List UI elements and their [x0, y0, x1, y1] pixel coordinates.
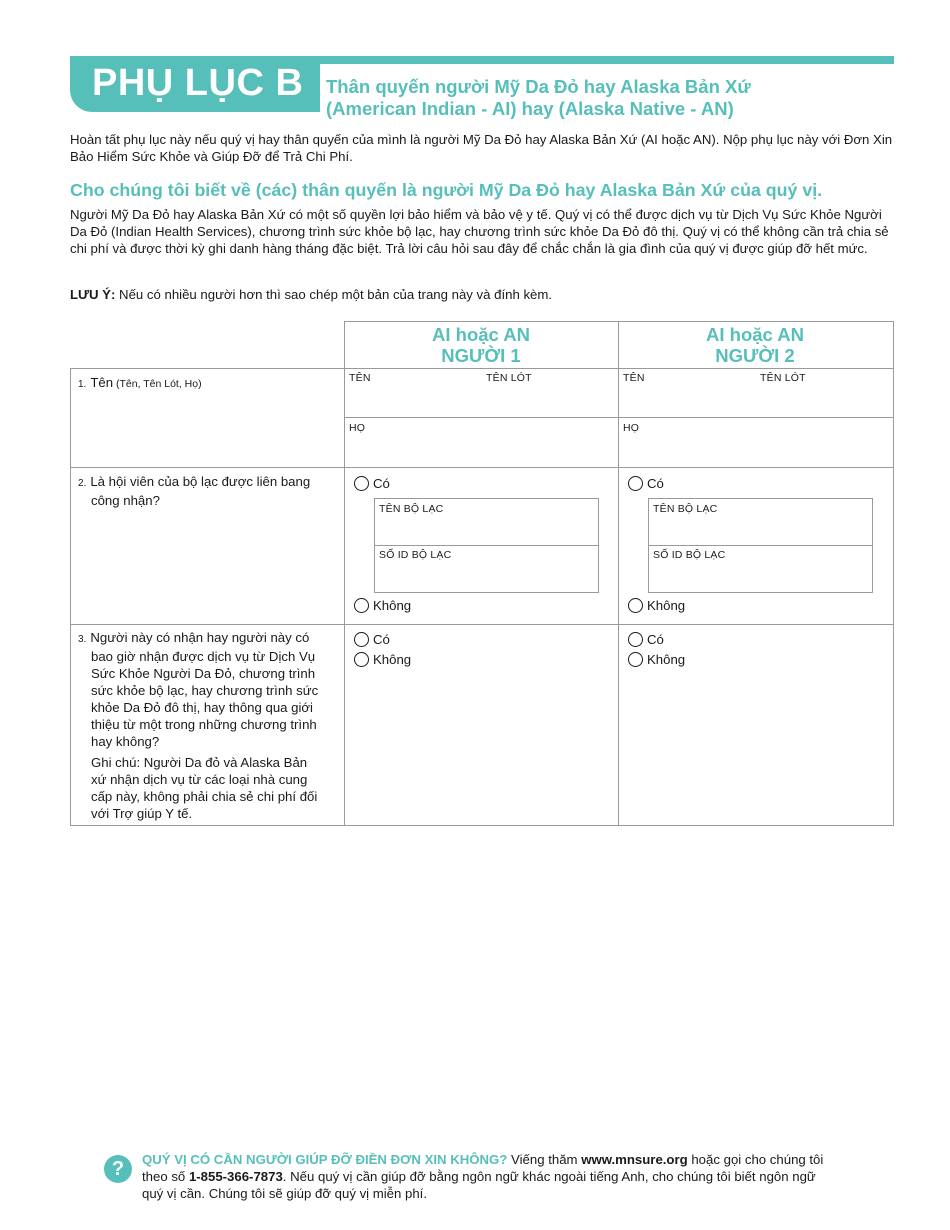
- p1-q3-yes-option[interactable]: [354, 632, 390, 647]
- person2-header: [618, 324, 892, 366]
- help-text: [142, 1151, 832, 1202]
- p1-tribe-id-label: SỐ ID BỘ LẠC: [379, 549, 452, 561]
- p1-q3-no-radio[interactable]: [354, 652, 369, 667]
- p2-first-name-label: TÊN: [623, 372, 645, 384]
- p1-q2-no-radio[interactable]: [354, 598, 369, 613]
- q2-text: [78, 473, 342, 509]
- q3-line-5: thiệu từ một trong những chương trình: [91, 717, 317, 732]
- p1-q2-yes-radio[interactable]: [354, 476, 369, 491]
- p1-tribe-divider: [374, 545, 599, 546]
- q3-line-3: sức khỏe bộ lạc, hay chương trình sức: [91, 683, 319, 698]
- p1-last-name-field[interactable]: [346, 433, 616, 467]
- q3-line-4: khỏe Da Đỏ đô thị, hay thông qua giới: [91, 700, 313, 715]
- p1-tribe-id-field[interactable]: [375, 559, 598, 592]
- page-title: [326, 76, 886, 120]
- q3-text: [78, 629, 344, 822]
- p2-q3-no-radio[interactable]: [628, 652, 643, 667]
- p1-q3-no-option[interactable]: [354, 652, 411, 667]
- p2-tribe-id-label: SỐ ID BỘ LẠC: [653, 549, 726, 561]
- ai-an-form-table: [70, 321, 894, 826]
- help-text-2: hoặc gọi cho chúng tôi theo số: [142, 1152, 824, 1184]
- p1-q2-no-option[interactable]: [354, 598, 411, 613]
- p1-q3-yes-radio[interactable]: [354, 632, 369, 647]
- p2-last-name-field[interactable]: [620, 433, 892, 467]
- q1-divider: [344, 417, 894, 418]
- q3-line-1: bao giờ nhận được dịch vụ từ Dịch Vụ: [91, 649, 316, 664]
- person1-header: [344, 324, 618, 366]
- note-label: LƯU Ý:: [70, 287, 116, 302]
- p2-q3-no-option[interactable]: [628, 652, 685, 667]
- q3-line-0: [78, 629, 344, 648]
- p2-middle-name-label: TÊN LÓT: [760, 372, 806, 384]
- page-title-line2: (American Indian - AI) hay (Alaska Native - AN): [326, 98, 734, 119]
- p2-q2-no-label: Không: [647, 598, 686, 613]
- q3-note-line-3: với Trợ giúp Y tế.: [91, 806, 193, 821]
- p2-q3-no-label: Không: [647, 652, 686, 667]
- help-phone[interactable]: 1-855-366-7873: [188, 1169, 283, 1184]
- q3-note-line-1: xứ nhận dịch vụ từ các loại nhà cung: [91, 772, 308, 787]
- q2-line2: công nhận?: [91, 493, 160, 508]
- section-body: Người Mỹ Da Đỏ hay Alaska Bản Xứ có một số quyền lợi bảo hiểm và bảo vệ y tế. Quý vị có thể được dịch vụ từ Dịch Vụ Sức Khỏe Người Da Đỏ (Indian Health Services), chương trình sức khỏe bộ lạc, hay chương trình sức khỏe Da Đỏ đô thị. Quý vị có thể không cần trả chia sẻ chi phí và được thời kỳ ghi danh hàng tháng đặc biệt. Trả lời câu hỏi sau đây để chắc chắn là gia đình của quý vị được giúp đỡ hết mức.: [70, 207, 889, 256]
- q1-text: [78, 374, 338, 393]
- help-text-3: . Nếu quý vị cần giúp đỡ bằng ngôn ngữ khác ngoài tiếng Anh, cho chúng tôi biết ngôn ngữ quý vị cần. Chúng tôi sẽ giúp đỡ quý vị miễn phí.: [142, 1169, 816, 1201]
- q3-note-line-0: Ghi chú: Người Da đỏ và Alaska Bản: [91, 755, 308, 770]
- p2-tribe-name-field[interactable]: [649, 513, 872, 544]
- note: [70, 287, 896, 302]
- appendix-title: PHỤ LỤC B: [92, 62, 304, 104]
- p2-last-name-label: HỌ: [623, 422, 640, 434]
- p2-tribe-id-field[interactable]: [649, 559, 872, 592]
- q3-number: 3.: [78, 634, 87, 645]
- q2-number: 2.: [78, 478, 87, 489]
- p2-q2-yes-radio[interactable]: [628, 476, 643, 491]
- p1-q2-no-label: Không: [373, 598, 412, 613]
- q2-line1-text: Là hội viên của bộ lạc được liên bang: [90, 474, 311, 489]
- q1-hint: (Tên, Tên Lót, Họ): [113, 378, 202, 390]
- person2-header-line1: AI hoặc AN: [706, 324, 804, 345]
- p1-first-middle-name-field[interactable]: [346, 383, 616, 416]
- q1-label: Tên: [90, 375, 114, 390]
- p1-q3-yes-label: Có: [373, 632, 390, 647]
- p2-q2-yes-option[interactable]: [628, 476, 664, 491]
- p2-tribe-name-label: TÊN BỘ LẠC: [653, 503, 718, 515]
- p1-last-name-label: HỌ: [349, 422, 366, 434]
- q3-line-2: Sức Khỏe Người Da Đỏ, chương trình: [91, 666, 316, 681]
- note-text: Nếu có nhiều người hơn thì sao chép một bản của trang này và đính kèm.: [115, 287, 553, 302]
- p2-q3-yes-option[interactable]: [628, 632, 664, 647]
- p2-q2-no-radio[interactable]: [628, 598, 643, 613]
- person2-header-line2: NGƯỜI 2: [715, 345, 795, 366]
- section-heading: Cho chúng tôi biết về (các) thân quyến là người Mỹ Da Đỏ hay Alaska Bản Xứ của quý vị.: [70, 180, 823, 200]
- page-title-line1: Thân quyến người Mỹ Da Đỏ hay Alaska Bản Xứ: [326, 76, 751, 97]
- p1-q2-yes-option[interactable]: [354, 476, 390, 491]
- q1-number: 1.: [78, 379, 87, 390]
- p2-q3-yes-radio[interactable]: [628, 632, 643, 647]
- intro-text: Hoàn tất phụ lục này nếu quý vị hay thân quyến của mình là người Mỹ Da Đỏ hay Alaska Bản Xứ (AI hoặc AN). Nộp phụ lục này với Đơn Xin Bảo Hiểm Sức Khỏe và Giúp Đỡ để Trả Chi Phí.: [70, 132, 893, 164]
- help-website[interactable]: www.mnsure.org: [581, 1152, 688, 1167]
- p1-tribe-name-label: TÊN BỘ LẠC: [379, 503, 444, 515]
- person1-header-line2: NGƯỜI 1: [441, 345, 521, 366]
- p1-tribe-name-field[interactable]: [375, 513, 598, 544]
- p2-q2-yes-label: Có: [647, 476, 664, 491]
- p2-q3-yes-label: Có: [647, 632, 664, 647]
- q3-line-0-text: Người này có nhận hay người này có: [90, 630, 310, 645]
- p2-first-middle-name-field[interactable]: [620, 383, 892, 416]
- p2-q2-no-option[interactable]: [628, 598, 685, 613]
- help-question: QUÝ VỊ CÓ CẦN NGƯỜI GIÚP ĐỠ ĐIỀN ĐƠN XIN KHÔNG?: [142, 1152, 508, 1167]
- p1-q2-yes-label: Có: [373, 476, 390, 491]
- p1-middle-name-label: TÊN LÓT: [486, 372, 532, 384]
- help-text-1: Viếng thăm: [507, 1152, 582, 1167]
- question-icon: ?: [104, 1155, 132, 1183]
- p1-first-name-label: TÊN: [349, 372, 371, 384]
- q3-note-line-2: cấp này, không phải chia sẻ chi phí đối: [91, 789, 318, 804]
- q3-line-6: hay không?: [91, 734, 160, 749]
- p1-q3-no-label: Không: [373, 652, 412, 667]
- person1-header-line1: AI hoặc AN: [432, 324, 530, 345]
- q2-line1: [78, 473, 342, 492]
- p2-tribe-divider: [648, 545, 873, 546]
